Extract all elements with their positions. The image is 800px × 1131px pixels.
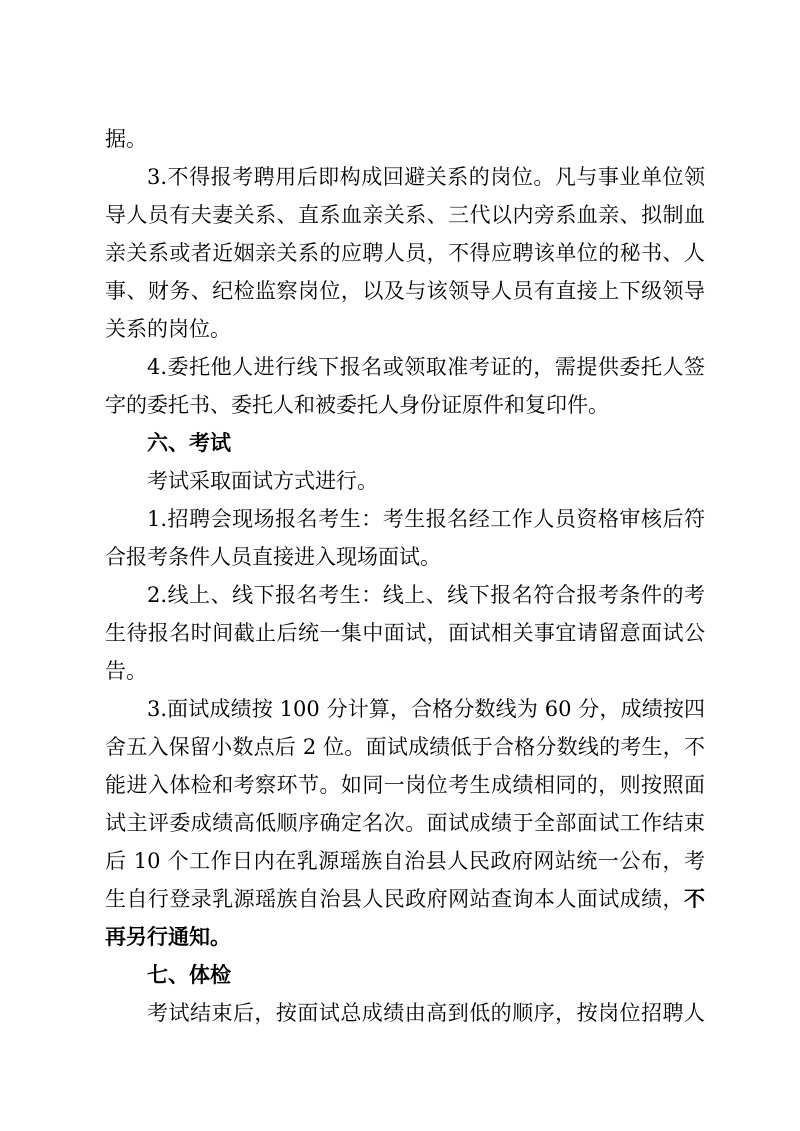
paragraph-line: 能进入体检和考察环节。如同一岗位考生成绩相同的，则按照面: [105, 773, 705, 797]
paragraph-line: 亲关系或者近姻亲关系的应聘人员，不得应聘该单位的秘书、人: [105, 241, 705, 265]
section-heading: 七、体检: [147, 962, 231, 987]
paragraph-line: 生待报名时间截止后统一集中面试，面试相关事宜请留意面试公: [105, 621, 705, 645]
paragraph-line: 试主评委成绩高低顺序确定名次。面试成绩于全部面试工作结束: [105, 811, 705, 835]
paragraph-line: 事、财务、纪检监察岗位，以及与该领导人员有直接上下级领导: [105, 279, 705, 303]
paragraph-line: 考试采取面试方式进行。: [147, 469, 378, 493]
paragraph-line: 关系的岗位。: [105, 317, 231, 341]
paragraph-line: 字的委托书、委托人和被委托人身份证原件和复印件。: [105, 393, 609, 417]
paragraph-line: 告。: [105, 659, 147, 683]
paragraph-line: 3.面试成绩按 100 分计算，合格分数线为 60 分，成绩按四: [147, 697, 705, 721]
paragraph-line: 2.线上、线下报名考生：线上、线下报名符合报考条件的考: [147, 583, 705, 607]
paragraph-line: 合报考条件人员直接进入现场面试。: [105, 545, 441, 569]
bold-text: 不: [684, 886, 705, 911]
paragraph-line: 4.委托他人进行线下报名或领取准考证的，需提供委托人签: [147, 355, 705, 379]
bold-text-line: 再另行通知。: [105, 924, 231, 949]
section-heading: 六、考试: [147, 430, 231, 455]
paragraph-line: 据。: [105, 127, 147, 151]
paragraph-text: 生自行登录乳源瑶族自治县人民政府网站查询本人面试成绩，: [105, 887, 684, 911]
paragraph-line: 导人员有夫妻关系、直系血亲关系、三代以内旁系血亲、拟制血: [105, 203, 705, 227]
paragraph-line: 考试结束后，按面试总成绩由高到低的顺序，按岗位招聘人: [147, 1001, 705, 1025]
paragraph-line: 1.招聘会现场报名考生：考生报名经工作人员资格审核后符: [147, 507, 705, 531]
paragraph-line: 3.不得报考聘用后即构成回避关系的岗位。凡与事业单位领: [147, 165, 705, 189]
paragraph-line: 舍五入保留小数点后 2 位。面试成绩低于合格分数线的考生，不: [105, 735, 705, 759]
paragraph-line: 后 10 个工作日内在乳源瑶族自治县人民政府网站统一公布，考: [105, 849, 705, 873]
paragraph-line: [105, 881, 705, 917]
